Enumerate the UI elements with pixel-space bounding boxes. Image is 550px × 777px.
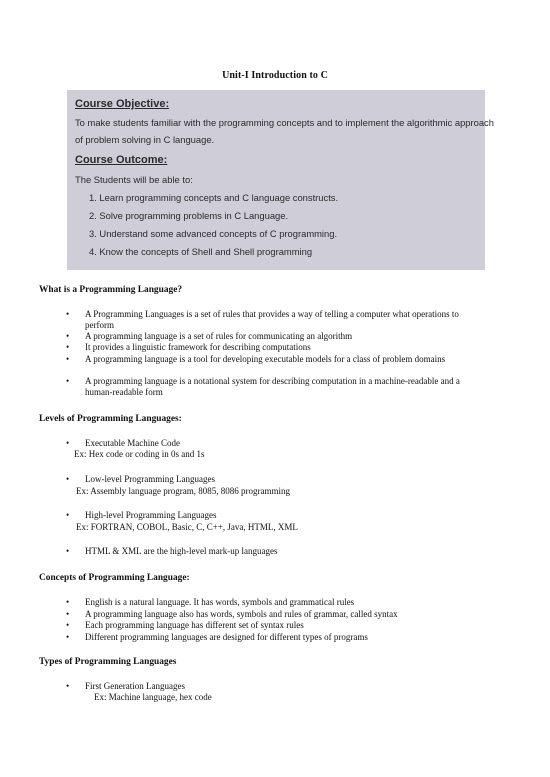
bullet-icon: • bbox=[66, 331, 70, 341]
bullet-icon: • bbox=[66, 632, 70, 642]
course-objective-box bbox=[67, 90, 494, 270]
list-item: • HTML & XML are the high-level mark-up languages bbox=[66, 546, 278, 556]
list-item: • A Programming Languages is a set of rules that provides a way of telling a computer what operations to perform bbox=[66, 309, 459, 330]
list-item: • A programming language is a notational system for describing computation in a machine-readable and a human-readable form bbox=[66, 376, 460, 397]
list-item: • Different programming languages are designed for different types of programs bbox=[66, 632, 368, 642]
bullet-icon: • bbox=[66, 681, 70, 691]
list-item: • A programming language is a set of rules for communicating an algorithm bbox=[66, 331, 353, 341]
bullet-icon: • bbox=[66, 620, 70, 630]
list-item: • First Generation Languages bbox=[66, 681, 185, 691]
example-text: Ex: Hex code or coding in 0s and 1s bbox=[74, 449, 205, 459]
list-item: • A programming language also has words, symbols and rules of grammar, called syntax bbox=[66, 609, 398, 619]
list-item: • High-level Programming Languages bbox=[66, 510, 217, 520]
list-item: • It provides a linguistic framework for describing computations bbox=[66, 342, 311, 352]
section-heading: Types of Programming Languages bbox=[39, 657, 177, 667]
list-item: • Each programming language has different set of syntax rules bbox=[66, 620, 304, 630]
outcome-item: 2. Solve programming problems in C Language. bbox=[89, 210, 289, 221]
objective-text-line: of problem solving in C language. bbox=[75, 134, 215, 145]
outcome-item: 4. Know the concepts of Shell and Shell programming bbox=[89, 246, 313, 257]
objective-heading: Course Objective: bbox=[75, 98, 170, 110]
bullet-icon: • bbox=[66, 546, 70, 556]
example-text: Ex: Machine language, hex code bbox=[94, 692, 212, 702]
section-heading: Levels of Programming Languages: bbox=[39, 414, 182, 424]
bullet-icon: • bbox=[66, 609, 70, 619]
bullet-icon: • bbox=[66, 597, 70, 607]
bullet-icon: • bbox=[66, 342, 70, 352]
section-heading: Concepts of Programming Language: bbox=[39, 573, 190, 583]
list-item: • English is a natural language. It has words, symbols and grammatical rules bbox=[66, 597, 355, 607]
outcome-item: 3. Understand some advanced concepts of C programming. bbox=[89, 228, 338, 239]
page-title: Unit-I Introduction to C bbox=[222, 70, 328, 81]
section-heading: What is a Programming Language? bbox=[39, 285, 183, 295]
list-item: • Low-level Programming Languages bbox=[66, 474, 215, 484]
bullet-icon: • bbox=[66, 354, 70, 364]
example-text: Ex: Assembly language program, 8085, 8086 programming bbox=[76, 486, 290, 496]
list-item: • A programming language is a tool for developing executable models for a class of problem domains bbox=[66, 354, 446, 364]
bullet-icon: • bbox=[66, 376, 70, 386]
list-item: • Executable Machine Code bbox=[66, 438, 180, 448]
example-text: Ex: FORTRAN, COBOL, Basic, C, C++, Java, HTML, XML bbox=[76, 522, 298, 532]
outcome-item: 1. Learn programming concepts and C language constructs. bbox=[89, 192, 339, 203]
bullet-icon: • bbox=[66, 510, 70, 520]
bullet-icon: • bbox=[66, 438, 70, 448]
objective-text-line: To make students familiar with the programming concepts and to implement the algorithmic approach bbox=[75, 117, 494, 128]
outcome-heading: Course Outcome: bbox=[75, 154, 168, 166]
bullet-icon: • bbox=[66, 309, 70, 319]
outcome-intro: The Students will be able to: bbox=[75, 174, 193, 185]
bullet-icon: • bbox=[66, 474, 70, 484]
